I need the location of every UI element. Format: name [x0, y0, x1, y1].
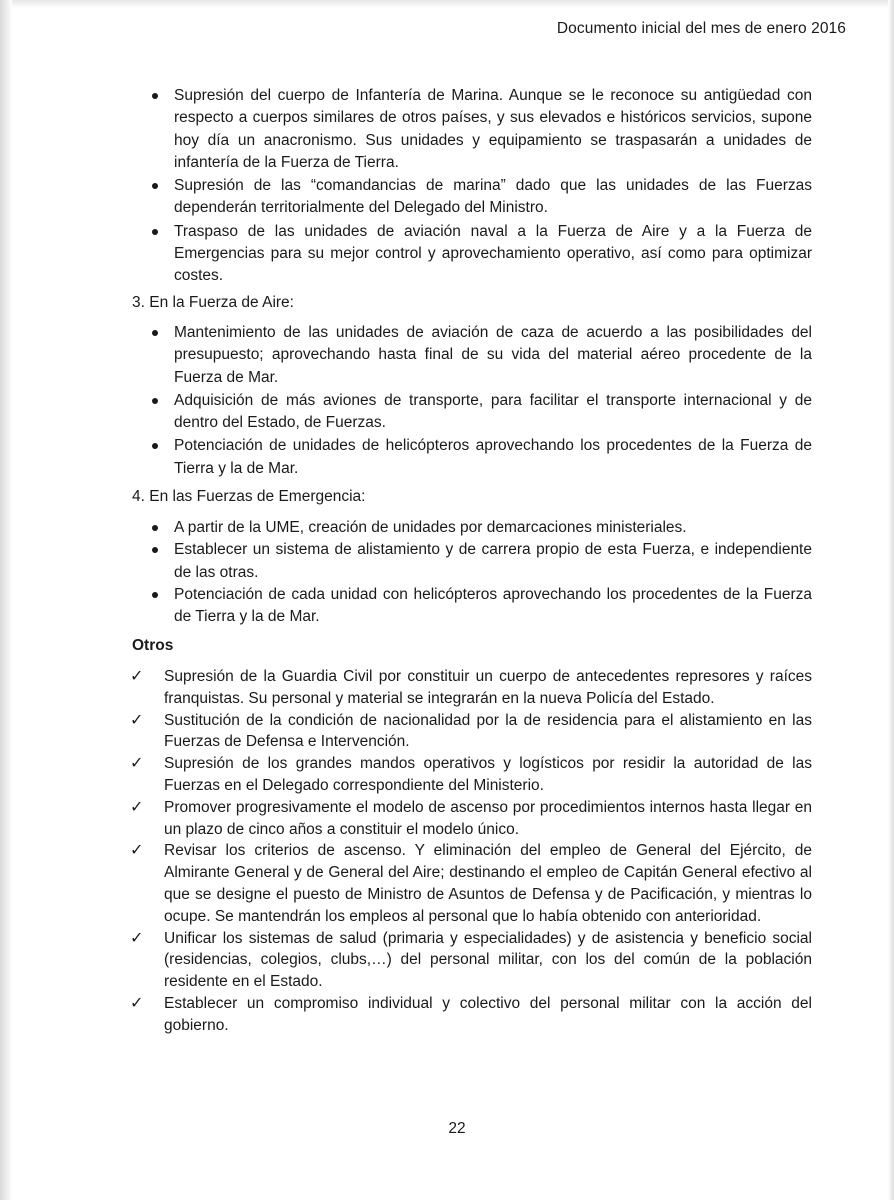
- list-item-text: A partir de la UME, creación de unidades por demarcaciones ministeriales.: [174, 519, 687, 536]
- page-number: 22: [448, 1120, 466, 1137]
- checkmark-icon: ✓: [130, 929, 144, 947]
- list-item-text: Establecer un compromiso individual y colectivo del personal militar con la acción del gobierno.: [164, 994, 812, 1034]
- page-edge-shadow: [0, 0, 894, 8]
- bullet-list-fuerza-de-aire: [174, 322, 812, 480]
- list-item: [130, 753, 812, 797]
- list-item: [174, 85, 812, 174]
- list-item: [130, 840, 812, 927]
- list-item-text: Supresión de la Guardia Civil por constituir un cuerpo de antecedentes represores y raíces franquistas. Su personal y material se integrarán en la nueva Policía del Estado.: [164, 668, 812, 707]
- section-heading-fuerzas-de-emergencia: 4. En las Fuerzas de Emergencia:: [132, 488, 366, 505]
- page-edge-shadow: [0, 0, 12, 1200]
- list-item: [174, 322, 812, 389]
- bullet-icon: [152, 547, 158, 553]
- list-item-text: Promover progresivamente el modelo de ascenso por procedimientos internos hasta llegar en un plazo de cinco años a constituir el modelo único.: [164, 798, 812, 838]
- list-item-text: Sustitución de la condición de nacionalidad por la de residencia para el alistamiento en las Fuerzas de Defensa e Intervención.: [164, 711, 812, 751]
- bullet-icon: [152, 525, 158, 531]
- list-item-text: Potenciación de cada unidad con helicópteros aprovechando los procedentes de la Fuerza de Tierra y la de Mar.: [174, 585, 812, 626]
- list-item: [130, 993, 812, 1037]
- checkmark-icon: ✓: [130, 711, 144, 729]
- list-item: [174, 584, 812, 629]
- list-item-text: Supresión de los grandes mandos operativos y logísticos por residir la autoridad de las Fuerzas en el Delegado correspondiente del Ministerio.: [164, 755, 812, 794]
- list-item-text: Adquisición de más aviones de transporte, para facilitar el transporte internacional y de dentro del Estado, de Fuerzas.: [174, 391, 812, 432]
- checkmark-icon: ✓: [130, 668, 144, 685]
- list-item-text: Establecer un sistema de alistamiento y de carrera propio de esta Fuerza, e independiente de las otras.: [174, 541, 812, 581]
- bullet-list-fuerza-de-mar: [174, 85, 812, 288]
- bullet-icon: [152, 443, 158, 449]
- list-item: [174, 435, 812, 480]
- bullet-icon: [152, 330, 158, 336]
- bullet-icon: [152, 229, 158, 235]
- list-item-text: Revisar los criterios de ascenso. Y eliminación del empleo de General del Ejército, de Almirante General y de General del Aire; destinando el empleo de Capitán General efectivo al que se designe el puesto de Ministro de Asuntos de Defensa y de Pacificación, y mientras lo ocupe. Se mantendrán los empleos al personal que lo había obtenido con anterioridad.: [164, 842, 812, 925]
- list-item-text: Supresión de las “comandancias de marina” dado que las unidades de las Fuerzas dependerán territorialmente del Delegado del Ministro.: [174, 177, 812, 217]
- section-title-otros: Otros: [132, 637, 174, 654]
- list-item: [174, 517, 812, 539]
- list-item: [174, 175, 812, 220]
- bullet-list-fuerzas-de-emergencia: [174, 517, 812, 628]
- list-item-text: Traspaso de las unidades de aviación naval a la Fuerza de Aire y a la Fuerza de Emergencias para su mejor control y aprovechamiento operativo, así como para optimizar costes.: [174, 222, 812, 285]
- checkmark-icon: ✓: [130, 755, 144, 773]
- section-heading-fuerza-de-aire: 3. En la Fuerza de Aire:: [132, 294, 294, 311]
- list-item: [130, 666, 812, 710]
- list-item-text: Mantenimiento de las unidades de aviación de caza de acuerdo a las posibilidades del presupuesto; aprovechando hasta final de su vida del material aéreo procedente de la Fuerza de Mar.: [174, 324, 812, 386]
- list-item: [174, 539, 812, 584]
- checkmark-icon: ✓: [130, 798, 144, 816]
- bullet-icon: [152, 183, 158, 189]
- bullet-icon: [152, 592, 158, 598]
- bullet-icon: [152, 93, 158, 99]
- bullet-icon: [152, 398, 158, 404]
- checklist-otros: [130, 666, 812, 1037]
- list-item-text: Unificar los sistemas de salud (primaria y especialidades) y de asistencia y beneficio social (residencias, colegios, clubs,…) del personal militar, con los del común de la población residente en el Estado.: [164, 929, 812, 991]
- list-item: [130, 928, 812, 993]
- list-item: [130, 797, 812, 841]
- list-item: [174, 221, 812, 288]
- list-item: [174, 390, 812, 435]
- checkmark-icon: ✓: [130, 842, 144, 860]
- page-edge-shadow: [888, 0, 894, 1200]
- list-item-text: Potenciación de unidades de helicópteros aprovechando los procedentes de la Fuerza de Tierra y la de Mar.: [174, 437, 812, 477]
- list-item-text: Supresión del cuerpo de Infantería de Marina. Aunque se le reconoce su antigüedad con respecto a cuerpos similares de otros países, y sus elevados e históricos servicios, supone hoy día un anacronismo. Sus unidades y equipamiento se traspasarán a unidades de infantería de la Fuerza de Tierra.: [174, 87, 812, 171]
- list-item: [130, 710, 812, 754]
- page-header-title: Documento inicial del mes de enero 2016: [556, 20, 846, 37]
- checkmark-icon: ✓: [130, 994, 144, 1012]
